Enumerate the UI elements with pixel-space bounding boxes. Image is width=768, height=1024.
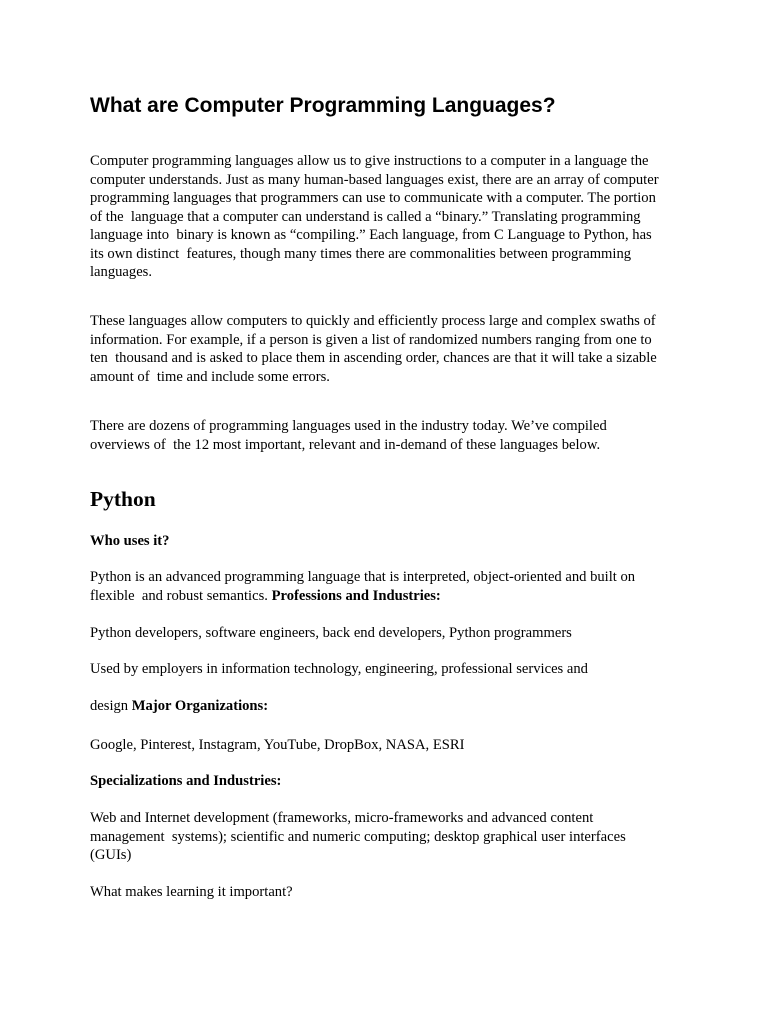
who-uses-heading: Who uses it? [90,533,170,549]
professions-label: Professions and Industries: [271,587,441,604]
text-line: language into binary is known as “compiling.” Each language, from C Language to Python, has [90,227,652,243]
text-line: amount of time and include some errors. [90,368,330,385]
employers-text: Used by employers in information technology, engineering, professional services and [90,661,588,677]
text-line: Computer programming languages allow us to give instructions to a computer in a language the [90,153,649,169]
text-line: information. For example, if a person is given a list of randomized numbers ranging from one to [90,331,652,348]
specializations-text [90,809,682,865]
who-uses-label [90,532,682,551]
text-line: languages. [90,264,153,280]
section-heading-python: Python [90,487,156,511]
organizations-label: Major Organizations: [131,698,269,714]
intro-paragraph-3 [90,417,682,454]
text-line: These languages allow computers to quickly and efficiently process large and complex swaths of [90,313,656,329]
specializations-label-line [90,772,682,791]
intro-paragraph-2 [90,312,682,386]
text-line: There are dozens of programming languages used in the industry today. We’ve compiled [90,418,607,434]
text-line: programming languages that programmers can use to communicate with a computer. The portion [90,190,656,206]
text-line: its own distinct features, though many times there are commonalities between programming [90,245,632,262]
text-line: overviews of the 12 most important, relevant and in-demand of these languages below. [90,436,601,453]
text-line: of the language that a computer can understand is called a “binary.” Translating programming [90,208,641,225]
organizations-text: Google, Pinterest, Instagram, YouTube, DropBox, NASA, ESRI [90,737,465,753]
text-run: flexible and robust semantics. [90,587,272,604]
text-line [90,587,682,606]
text-line: management systems); scientific and numeric computing; desktop graphical user interfaces [90,828,626,845]
text-run: design [90,698,132,714]
text-line: computer understands. Just as many human-based languages exist, there are an array of computer [90,171,659,188]
text-line: Web and Internet development (frameworks, micro-frameworks and advanced content [90,810,594,826]
text-line: (GUIs) [90,847,132,863]
text-line: ten thousand and is asked to place them in ascending order, chances are that it will take a sizable [90,350,657,366]
python-description [90,568,682,605]
page-title: What are Computer Programming Languages? [90,94,556,117]
important-question: What makes learning it important? [90,884,293,900]
organizations-line [90,697,682,716]
professions-text: Python developers, software engineers, back end developers, Python programmers [90,625,572,641]
specializations-label: Specializations and Industries: [90,773,282,789]
intro-paragraph-1 [90,152,682,282]
text-line: Python is an advanced programming language that is interpreted, object-oriented and built on [90,569,636,585]
